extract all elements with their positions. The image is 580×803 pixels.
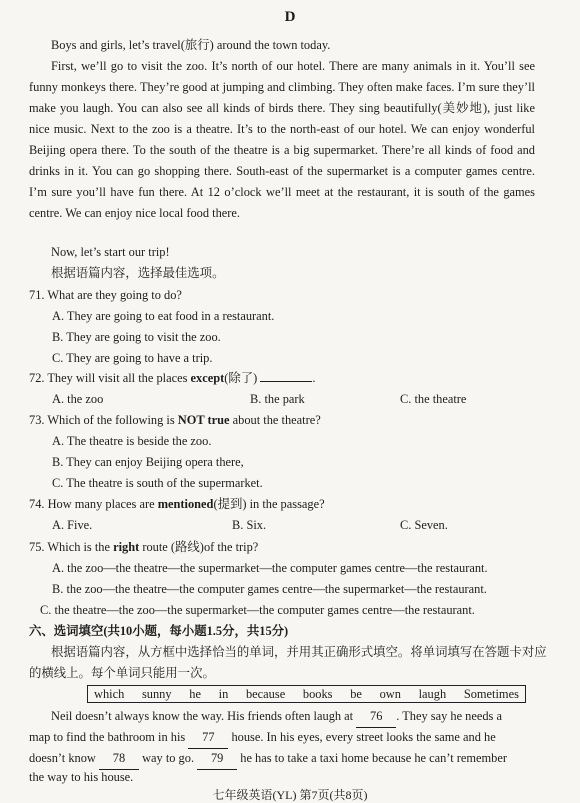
question-74: 74. How many places are mentioned(提到) in the passage? <box>29 497 325 511</box>
q74-option-c: C. Seven. <box>400 518 448 532</box>
word-bank-item: which <box>94 686 125 701</box>
reading-instruction: 根据语篇内容，选择最佳选项。 <box>51 266 225 280</box>
blank-79: 79 <box>197 748 237 770</box>
page-footer: 七年级英语(YL) 第7页(共8页) <box>212 788 368 802</box>
section-6-instruction-2: 的横线上。每个单词只能用一次。 <box>29 666 215 680</box>
q73-option-c: C. The theatre is south of the supermarket. <box>52 476 263 490</box>
cloze-line-2: map to find the bathroom in his 77 house. In his eyes, every street looks the same and he <box>29 727 496 749</box>
blank-78: 78 <box>99 748 139 770</box>
word-bank-box <box>87 685 526 703</box>
word-bank-item: sunny <box>141 686 172 701</box>
q71-option-b: B. They are going to visit the zoo. <box>52 330 221 344</box>
q71-option-c: C. They are going to have a trip. <box>52 351 213 365</box>
q72-option-a: A. the zoo <box>52 392 104 406</box>
word-bank-item: Sometimes <box>463 686 519 701</box>
word-bank-item: laugh <box>418 686 447 701</box>
question-75: 75. Which is the right route (路线)of the trip? <box>29 540 259 554</box>
q72-option-b: B. the park <box>250 392 305 406</box>
cloze-line-3: doesn’t know 78 way to go. 79 he has to take a taxi home because he can’t remember <box>29 748 507 770</box>
q71-option-a: A. They are going to eat food in a restaurant. <box>52 309 275 323</box>
answer-blank <box>260 369 312 382</box>
q73-option-a: A. The theatre is beside the zoo. <box>52 434 212 448</box>
word-bank-item: he <box>189 686 201 701</box>
word-bank-item: in <box>218 686 229 701</box>
passage-body: First, we’ll go to visit the zoo. It’s north of our hotel. There are many animals in it. You’ll see funny monkeys there. They’re good at jumping and climbing. They often make faces. I’m sure they’ll make you laugh. You can also see all kinds of birds there. They sing beautifully(美妙地), just like nice music. Next to the zoo is a theatre. It’s to the north-east of our hotel. We can enjoy wonderful Beijing opera there. To the south of the theatre is a big supermarket. There’re all kinds of food and drinks in it. You can go shopping there. South-east of the supermarket is a computer games centre. I’m sure you’ll have fun there. At 12 o’clock we’ll meet at the restaurant, it is south of the games centre. We can enjoy nice local food there. <box>29 59 535 220</box>
word-bank-item: be <box>350 686 362 701</box>
q74-option-b: B. Six. <box>232 518 267 532</box>
cloze-line-1: Neil doesn’t always know the way. His friends often laugh at 76 . They say he needs a <box>51 706 502 728</box>
question-71: 71. What are they going to do? <box>29 288 182 302</box>
passage-closing: Now, let’s start our trip! <box>51 245 170 259</box>
question-72: 72. They will visit all the places except(除了) . <box>29 371 316 385</box>
q75-option-c: C. the theatre—the zoo—the supermarket—the computer games centre—the restaurant. <box>40 603 475 617</box>
word-bank-item: because <box>245 686 286 701</box>
blank-77: 77 <box>188 727 228 749</box>
q75-option-b: B. the zoo—the theatre—the computer games centre—the supermarket—the restaurant. <box>52 582 487 596</box>
passage-intro: Boys and girls, let’s travel(旅行) around the town today. <box>51 38 331 52</box>
q74-option-a: A. Five. <box>52 518 93 532</box>
q72-option-c: C. the theatre <box>400 392 467 406</box>
question-73: 73. Which of the following is NOT true about the theatre? <box>29 413 321 427</box>
cloze-line-4: the way to his house. <box>29 770 134 784</box>
word-bank-item: own <box>379 686 401 701</box>
blank-76: 76 <box>356 706 396 728</box>
section-heading: D <box>284 9 296 25</box>
section-6-instruction-1: 根据语篇内容，从方框中选择恰当的单词，并用其正确形式填空。将单词填写在答题卡对应 <box>51 645 547 659</box>
word-bank-item: books <box>302 686 333 701</box>
q73-option-b: B. They can enjoy Beijing opera there, <box>52 455 244 469</box>
q75-option-a: A. the zoo—the theatre—the supermarket—the computer games centre—the restaurant. <box>52 561 488 575</box>
section-6-title: 六、选词填空(共10小题，每小题1.5分，共15分) <box>29 624 289 638</box>
